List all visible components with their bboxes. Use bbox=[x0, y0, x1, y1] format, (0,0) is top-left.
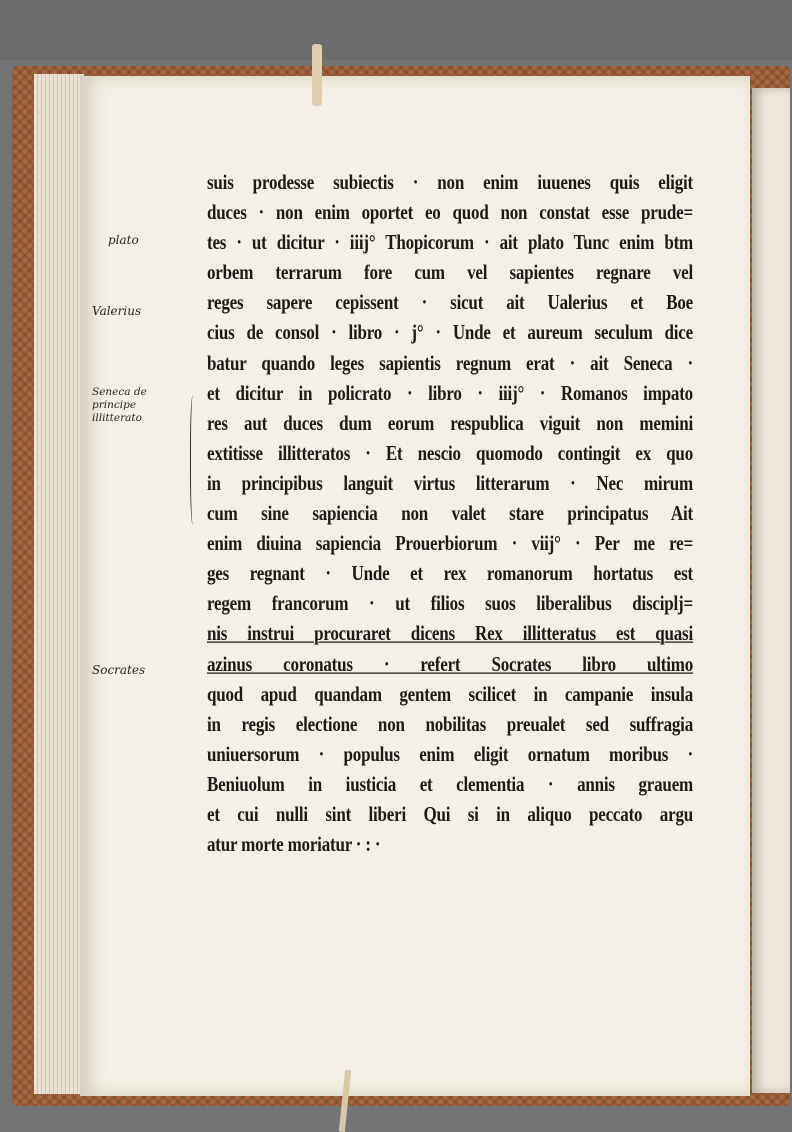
text-line: extitisse illitteratos · Et nescio quomodo contingit ex quo bbox=[207, 441, 693, 466]
text-line: res aut duces dum eorum respublica viguit non memini bbox=[207, 411, 693, 435]
text-line: atur morte moriatur · : · bbox=[207, 832, 381, 857]
text-line: suis prodesse subiectis · non enim iuuenes quis eligit bbox=[207, 170, 693, 195]
facing-page bbox=[752, 88, 790, 1093]
text-line: ges regnant · Unde et rex romanorum hortatus est bbox=[207, 561, 693, 586]
text-line: in principibus languit virtus litterarum · Nec mirum bbox=[207, 471, 693, 496]
text-line: Beniuolum in iusticia et clementia · annis grauem bbox=[207, 772, 693, 797]
margin-bracket bbox=[190, 395, 197, 525]
page-edges bbox=[34, 74, 84, 1094]
bookmark-strip bbox=[312, 44, 322, 106]
text-line: reges sapere cepissent · sicut ait Ualerius et Boe bbox=[207, 290, 693, 315]
background bbox=[0, 0, 792, 60]
text-line: et cui nulli sint liberi Qui si in aliquo peccato argu bbox=[207, 802, 693, 827]
text-line: azinus coronatus · refert Socrates libro ultimo bbox=[207, 651, 693, 676]
text-line: batur quando leges sapientis regnum erat · ait Seneca · bbox=[207, 351, 693, 375]
text-line: enim diuina sapiencia Prouerbiorum · viij° · Per me re= bbox=[207, 531, 693, 556]
text-line: quod apud quandam gentem scilicet in campanie insula bbox=[207, 682, 693, 706]
margin-note: Valerius bbox=[92, 304, 142, 318]
margin-note: plato bbox=[108, 233, 139, 247]
text-line: nis instrui procuraret dicens Rex illitteratus est quasi bbox=[207, 621, 693, 646]
text-line: orbem terrarum fore cum vel sapientes regnare vel bbox=[207, 260, 693, 285]
margin-note: Socrates bbox=[92, 663, 146, 677]
text-line: et dicitur in policrato · libro · iiij° · Romanos impato bbox=[207, 381, 693, 405]
text-line: tes · ut dicitur · iiij° Thopicorum · ait plato Tunc enim btm bbox=[207, 230, 693, 255]
text-line: cius de consol · libro · j° · Unde et aureum seculum dice bbox=[207, 320, 693, 345]
text-line: cum sine sapiencia non valet stare principatus Ait bbox=[207, 501, 693, 526]
text-block bbox=[207, 168, 693, 860]
margin-note: Seneca de principe illitterato bbox=[92, 386, 147, 424]
text-line: regem francorum · ut filios suos liberalibus disciplj= bbox=[207, 591, 693, 616]
text-line: in regis electione non nobilitas preualet sed suffragia bbox=[207, 712, 693, 736]
text-line: uniuersorum · populus enim eligit ornatum moribus · bbox=[207, 742, 693, 767]
text-line: duces · non enim oportet eo quod non constat esse prude= bbox=[207, 200, 693, 225]
